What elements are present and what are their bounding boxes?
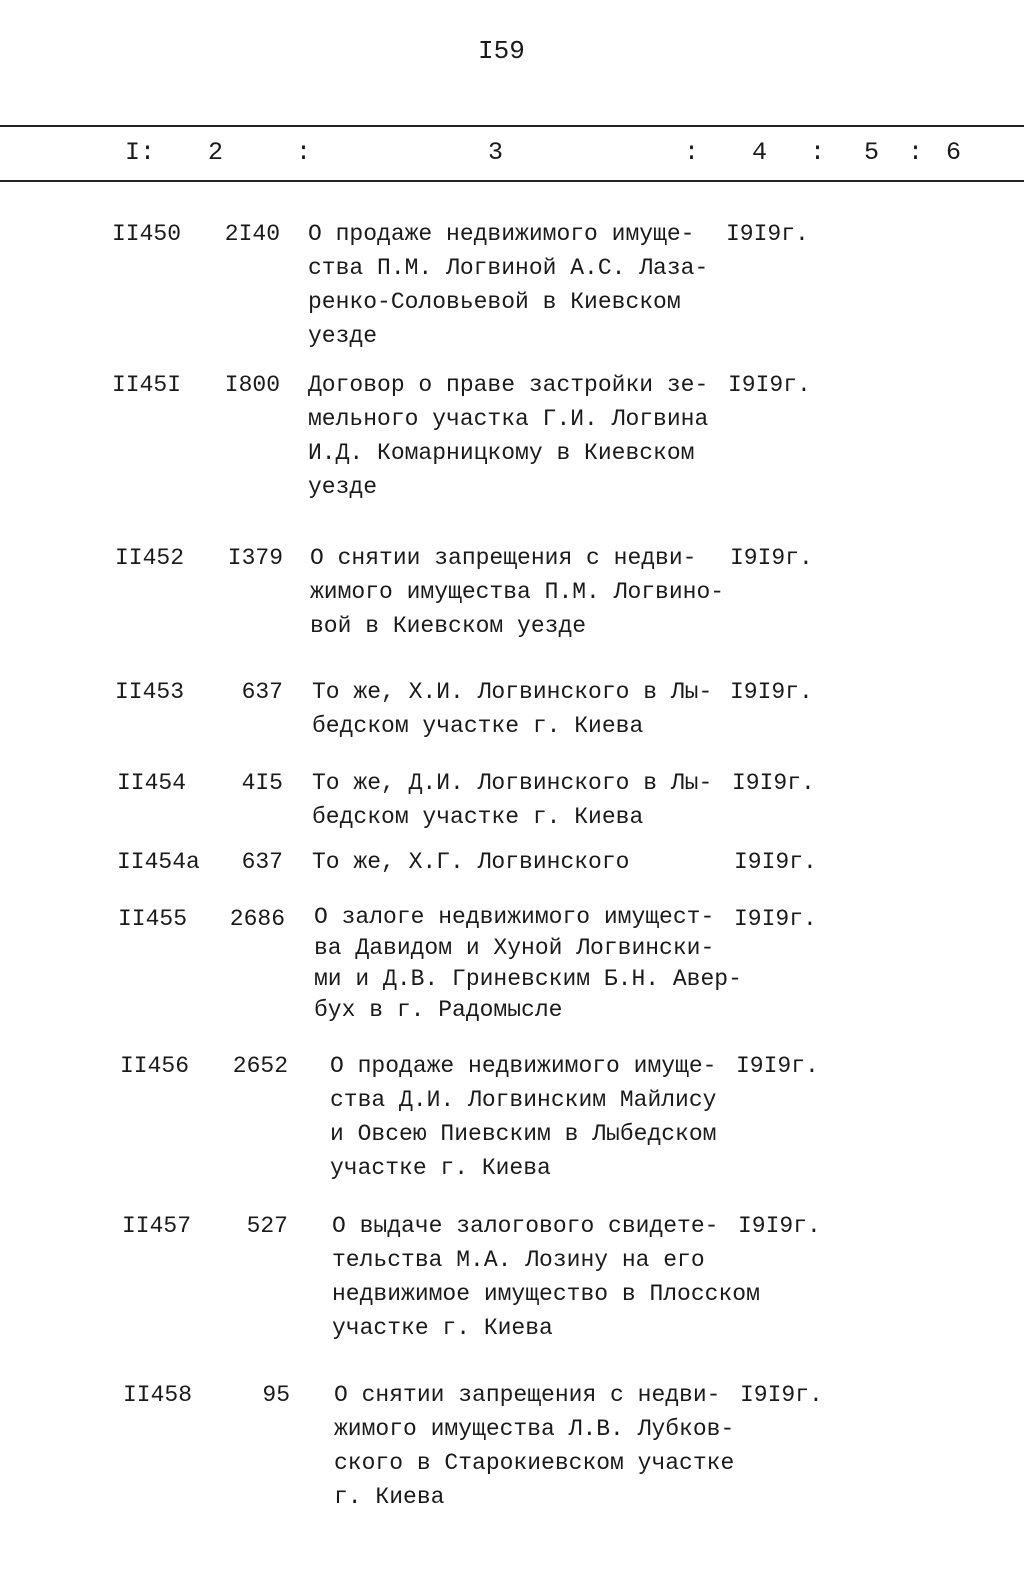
entry-title-line: бух в г. Радомысле [314,997,563,1023]
entry-number: II458 [123,1382,193,1408]
page-number: I59 [478,36,525,66]
entry-title-line: То же, Х.Г. Логвинского [312,849,630,875]
entry-title-line: ренко-Соловьевой в Киевском [308,289,681,315]
entry-number: II455 [118,906,188,932]
entry-title [308,217,708,353]
col-header-4: 4 [752,138,768,167]
entry-title-line: уезде [308,323,378,349]
entry-title-line: О снятии запрещения с недви- [310,545,697,571]
entry-number: II453 [115,679,185,705]
entry-title-line: ми и Д.В. Гриневским Б.Н. Авер- [314,966,742,992]
col-header-6: 6 [946,138,962,167]
entry-title-line: ва Давидом и Хуной Логвински- [314,935,715,961]
entry-title [308,368,708,504]
entry-year: I9I9г. [734,906,817,932]
sheet-count: I379 [227,545,283,571]
entry-number: II450 [112,221,182,247]
entry-title-line: О продаже недвижимого имуще- [330,1053,717,1079]
entry-title [312,675,712,743]
entry-title-line: То же, Х.И. Логвинского в Лы- [312,679,713,705]
entry-title [330,1049,716,1185]
entry-title-line: Договор о праве застройки зе- [308,372,709,398]
col-separator: : [684,138,700,167]
entry-year: I9I9г. [726,221,809,247]
entry-title-line: мельного участка Г.И. Логвина [308,406,709,432]
entry-year: I9I9г. [734,849,817,875]
entry-title-line: О продаже недвижимого имуще- [308,221,695,247]
entry-title-line: тельства М.А. Лозину на его [332,1247,705,1273]
entry-title-line: бедском участке г. Киева [312,713,644,739]
entry-year: I9I9г. [728,372,811,398]
entry-title-line: участке г. Киева [332,1315,553,1341]
entry-title [312,845,629,879]
col-header-2: 2 [208,138,224,167]
entry-number: II454 [117,770,187,796]
entry-title-line: уезде [308,474,378,500]
sheet-count: 2I40 [224,221,280,247]
entry-year: I9I9г. [738,1213,821,1239]
entry-title [334,1378,734,1514]
entry-title-line: жимого имущества Л.В. Лубков- [334,1416,735,1442]
entry-year: I9I9г. [732,770,815,796]
col-separator: : [296,138,312,167]
entry-year: I9I9г. [730,545,813,571]
entry-title-line: жимого имущества П.М. Логвино- [310,579,725,605]
entry-number: II454а [117,849,200,875]
col-header-5: 5 [864,138,880,167]
entry-title-line: участке г. Киева [330,1155,551,1181]
entry-title [312,766,712,834]
col-separator: : [908,138,924,167]
col-separator: : [810,138,826,167]
sheet-count: 4I5 [241,770,283,796]
sheet-count: 637 [241,849,283,875]
entry-year: I9I9г. [730,679,813,705]
entry-title-line: То же, Д.И. Логвинского в Лы- [312,770,713,796]
entry-number: II45I [112,372,182,398]
entry-title-line: О залоге недвижимого имущест- [314,904,715,930]
entry-title-line: О снятии запрещения с недви- [334,1382,721,1408]
entry-title-line: недвижимое имущество в Плосском [332,1281,760,1307]
entry-title-line: ского в Старокиевском участке [334,1450,735,1476]
sheet-count: I800 [224,372,280,398]
entry-title-line: ства Д.И. Логвинским Майлису [330,1087,717,1113]
entry-number: II456 [120,1053,190,1079]
entry-title [310,541,724,643]
sheet-count: 95 [262,1382,290,1408]
entry-title-line: и Овсею Пиевским в Лыбедском [330,1121,717,1147]
entry-title-line: вой в Киевском уезде [310,613,587,639]
entry-number: II452 [115,545,185,571]
col-header-3: 3 [488,138,504,167]
entry-year: I9I9г. [736,1053,819,1079]
entry-title [314,902,742,1026]
sheet-count: 2652 [232,1053,288,1079]
sheet-count: 2686 [229,906,285,932]
entry-year: I9I9г. [740,1382,823,1408]
entry-title [332,1209,760,1345]
header-bottom-rule [0,180,1024,182]
entry-number: II457 [122,1213,192,1239]
entry-title-line: бедском участке г. Киева [312,804,644,830]
entry-title-line: И.Д. Комарницкому в Киевском [308,440,695,466]
entry-title-line: г. Киева [334,1484,445,1510]
sheet-count: 637 [241,679,283,705]
entry-title-line: ства П.М. Логвиной А.С. Лаза- [308,255,709,281]
sheet-count: 527 [246,1213,288,1239]
entry-title-line: О выдаче залогового свидете- [332,1213,719,1239]
header-top-rule [0,125,1024,127]
col-header-1: I: [125,138,156,167]
